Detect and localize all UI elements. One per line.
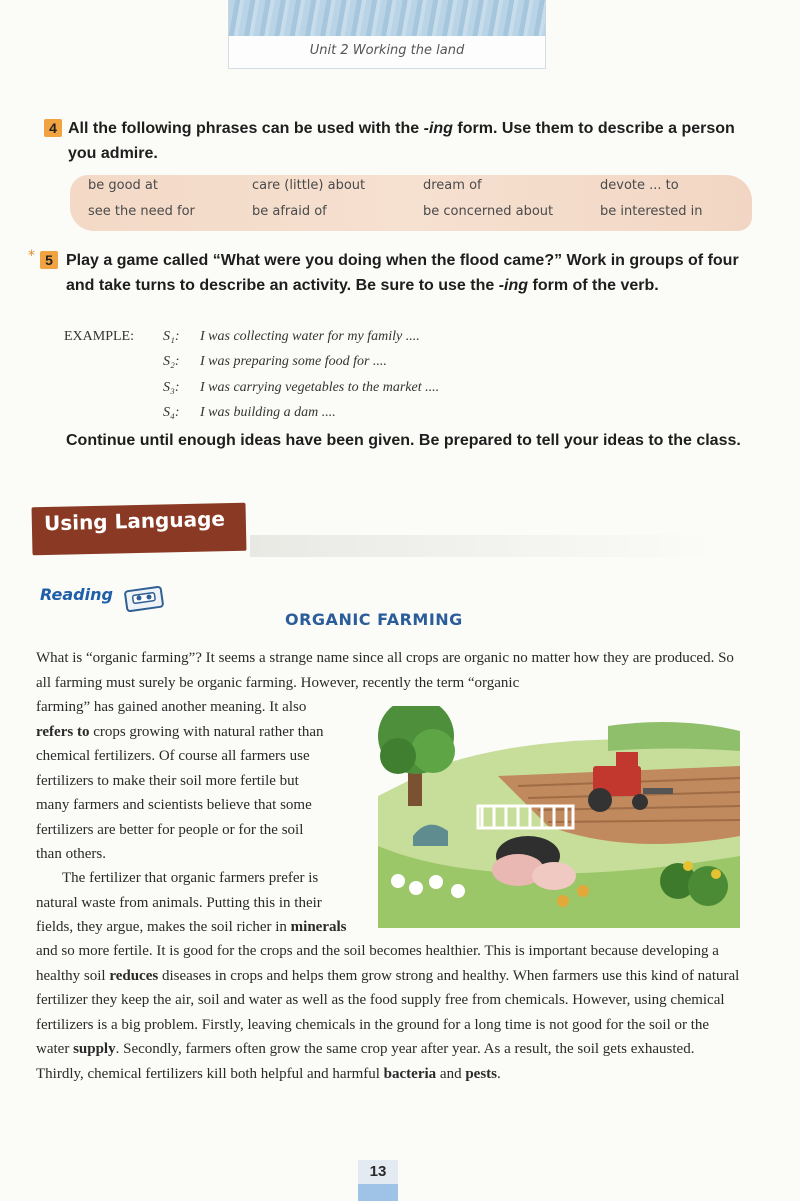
article-title: ORGANIC FARMING: [285, 610, 463, 629]
example-line: I was carrying vegetables to the market ....: [200, 380, 440, 395]
reading-label: Reading: [40, 585, 113, 604]
article-paragraph-1-full: What is “organic farming”? It seems a strange name since all crops are organic no matter how they are produced. So all farming must surely be organic farming. However, recently the term “organic: [36, 650, 734, 691]
speaker-label: S₂:: [163, 354, 180, 369]
phrase-item: dream of: [423, 178, 482, 193]
page-number-bar: [358, 1184, 398, 1201]
phrase-item: see the need for: [88, 204, 195, 219]
example-line: I was preparing some food for ....: [200, 354, 387, 369]
heading-shadow-strip: [250, 535, 720, 557]
example-line: I was collecting water for my family ....: [200, 329, 420, 344]
speaker-label: S₃:: [163, 380, 180, 395]
unit-title: Unit 2 Working the land: [228, 36, 546, 69]
article-paragraph-2-full: and so more fertile. It is good for the crops and the soil becomes healthier. This is important because developing a healthy soil reduces diseases in crops and helps them grow strong and healthy. When farmers use this kind of natural fertilizer they keep the air, soil and water as well as the food supply free from chemicals. However, using chemical fertilizers is a big problem. Firstly, leaving chemicals in the ground for a long time is not good for the soil or the water supply. Secondly, farmers often grow the same crop year after year. As a result, the soil gets exhausted. Thirdly, chemical fertilizers kill both helpful and harmful bacteria and pests.: [36, 943, 740, 1082]
page-number: 13: [358, 1160, 398, 1184]
article-paragraph-1-narrow: farming” has gained another meaning. It also refers to crops growing with natural rather than chemical fertilizers. Of course all farmers use fertilizers to make their soil more fertile but many farmers and scientists believe that some fertilizers are better for people or for the soil than others.: [36, 699, 324, 862]
example-line: I was building a dam ....: [200, 405, 336, 420]
optional-star: *: [28, 248, 35, 264]
phrase-item: be concerned about: [423, 204, 554, 219]
example-label: EXAMPLE:: [64, 329, 134, 344]
speaker-label: S₁:: [163, 329, 180, 344]
task-4-instruction: All the following phrases can be used with the -ing form. Use them to describe a person you admire.: [68, 120, 735, 162]
header-illustration: [228, 0, 546, 36]
speaker-label: S₄:: [163, 405, 180, 420]
task-5-instruction: Play a game called “What were you doing when the flood came?” Work in groups of four and take turns to describe an activity. Be sure to use the -ing form of the verb.: [66, 252, 739, 294]
article-paragraph-2-narrow: The fertilizer that organic farmers prefer is natural waste from animals. Putting this in their fields, they argue, makes the soil richer in minerals: [36, 870, 347, 935]
task-5-number: 5: [40, 251, 58, 269]
task-4-number: 4: [44, 119, 62, 137]
task-5-closing: Continue until enough ideas have been given. Be prepared to tell your ideas to the class.: [66, 432, 741, 449]
phrase-item: devote ... to: [600, 178, 679, 193]
section-heading: Using Language: [43, 506, 226, 536]
farm-illustration: [378, 706, 740, 928]
audio-cassette-icon: [124, 585, 166, 617]
phrase-item: care (little) about: [252, 178, 366, 193]
phrase-item: be interested in: [600, 204, 703, 219]
phrase-item: be good at: [88, 178, 158, 193]
phrase-item: be afraid of: [252, 204, 327, 219]
